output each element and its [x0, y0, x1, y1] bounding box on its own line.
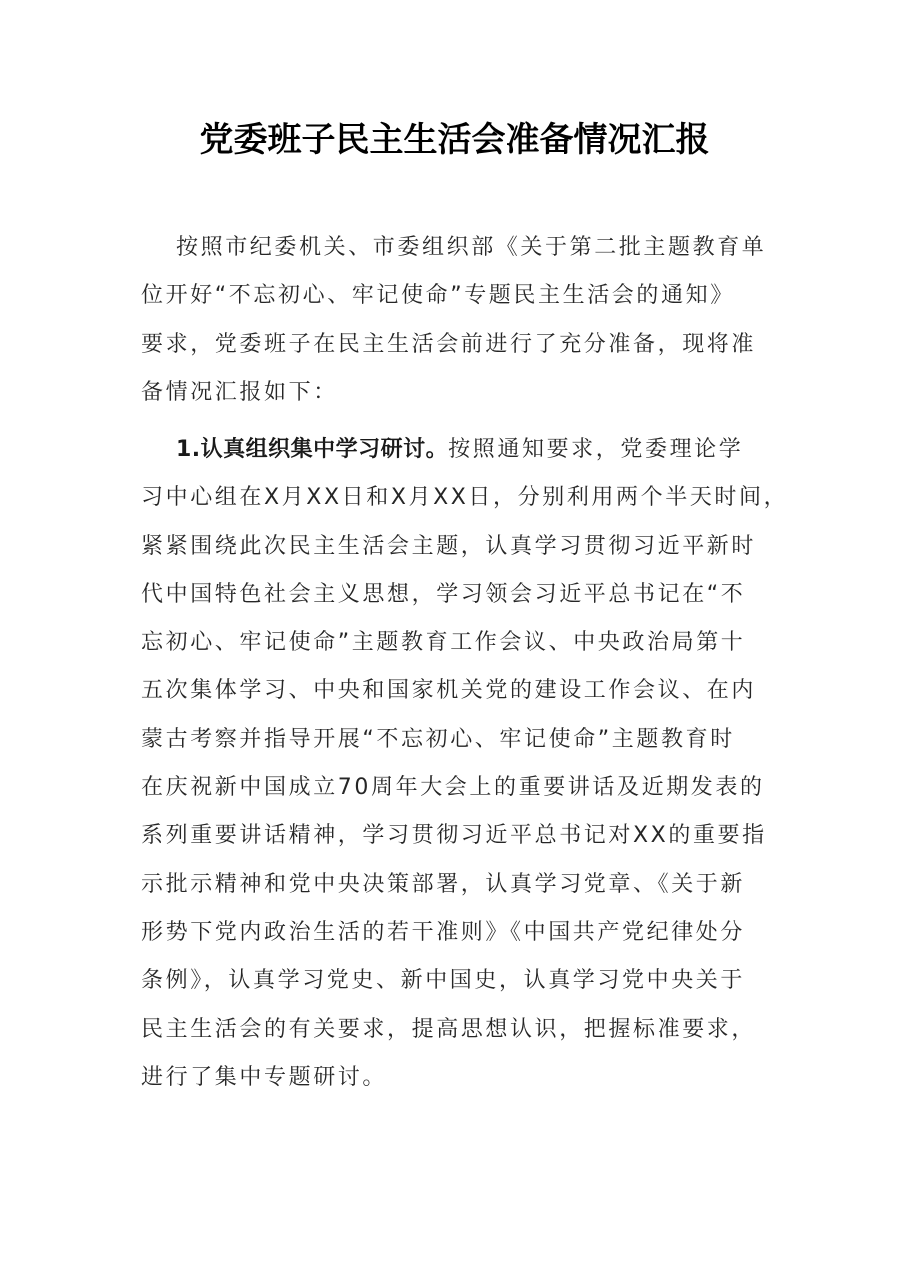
paragraph-line: 在庆祝新中国成立70周年大会上的重要讲话及近期发表的: [141, 775, 765, 801]
paragraph-line-rest: 按照通知要求，党委理论学: [448, 437, 744, 462]
paragraph-line: 五次集体学习、中央和国家机关党的建设工作会议、在内: [141, 678, 757, 704]
paragraph-line: 形势下党内政治生活的若干准则》《中国共产党纪律处分: [141, 919, 746, 945]
paragraph-line: 习中心组在X月XX日和X月XX日，分别利用两个半天时间，: [141, 485, 789, 511]
document-title: 党委班子民主生活会准备情况汇报: [199, 120, 710, 160]
paragraph-intro: [141, 224, 781, 417]
paragraph-line: 按照市纪委机关、市委组织部《关于第二批主题教育单: [176, 235, 767, 260]
section-heading: 1.认真组织集中学习研讨。: [176, 437, 449, 462]
paragraph-line: 条例》，认真学习党史、新中国史，认真学习党中央关于: [141, 968, 746, 994]
paragraph-line: 代中国特色社会主义思想，学习领会习近平总书记在“不: [141, 581, 746, 607]
paragraph-line: 位开好“不忘初心、牢记使命”专题民主生活会的通知》: [141, 283, 735, 309]
paragraph-line: 民主生活会的有关要求，提高思想认识，把握标准要求，: [141, 1016, 757, 1042]
paragraph-line: 要求，党委班子在民主生活会前进行了充分准备，现将准: [141, 331, 757, 357]
paragraph-line: 忘初心、牢记使命”主题教育工作会议、中央政治局第十: [141, 630, 746, 656]
paragraph-line: 蒙古考察并指导开展“不忘初心、牢记使命”主题教育时: [141, 726, 735, 752]
paragraph-study: [141, 426, 789, 1102]
paragraph-line: 备情况汇报如下：: [141, 379, 338, 405]
paragraph-line: 紧紧围绕此次民主生活会主题，认真学习贯彻习近平新时: [141, 533, 757, 559]
paragraph-line: 进行了集中专题研讨。: [141, 1064, 388, 1090]
paragraph-line: 示批示精神和党中央决策部署，认真学习党章、《关于新: [141, 871, 746, 897]
paragraph-line: 系列重要讲话精神，学习贯彻习近平总书记对XX的重要指: [141, 823, 767, 849]
paragraph-first-line: [141, 426, 781, 474]
